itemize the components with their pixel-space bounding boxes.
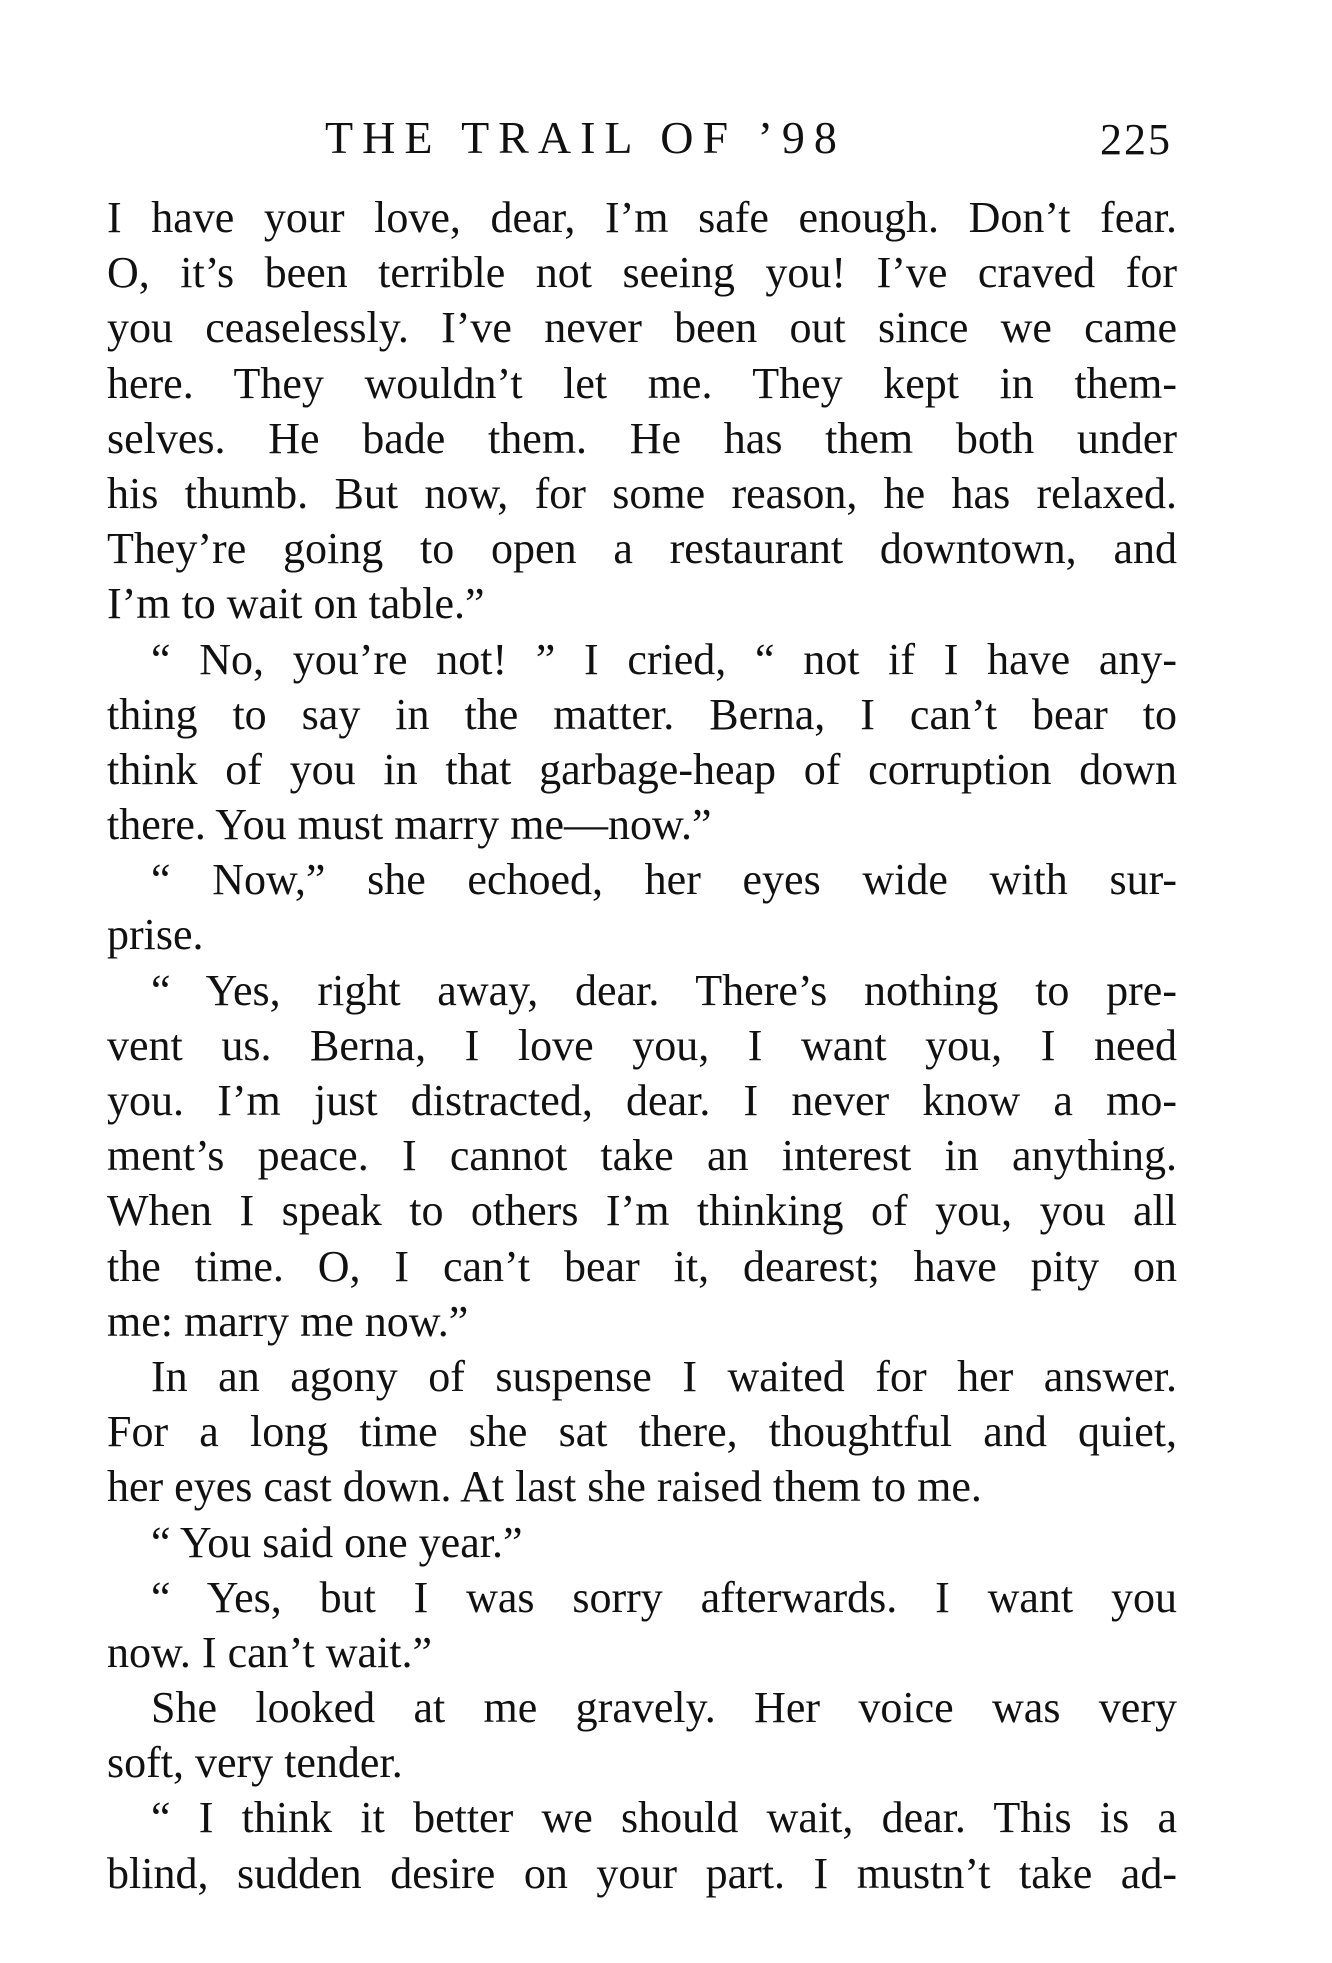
text-line: “ No, you’re not! ” I cried, “ not if I have any-	[151, 634, 1177, 684]
text-line: “ Yes, but I was sorry afterwards. I want you	[151, 1572, 1177, 1622]
body-text	[107, 190, 1177, 1901]
page-number: 225	[1100, 115, 1172, 164]
text-line: “ I think it better we should wait, dear. This is a	[151, 1793, 1177, 1843]
text-line: soft, very tender.	[107, 1738, 403, 1788]
text-line: In an agony of suspense I waited for her answer.	[151, 1351, 1177, 1401]
text-line: me: marry me now.”	[107, 1296, 469, 1346]
text-line: When I speak to others I’m thinking of you, you all	[107, 1186, 1177, 1236]
text-line: there. You must marry me—now.”	[107, 800, 712, 850]
text-line: blind, sudden desire on your part. I mustn’t take ad-	[107, 1848, 1177, 1898]
text-line: you ceaselessly. I’ve never been out since we came	[107, 303, 1177, 353]
text-line: ment’s peace. I cannot take an interest in anything.	[107, 1131, 1177, 1181]
text-line: now. I can’t wait.”	[107, 1627, 432, 1677]
text-line: I have your love, dear, I’m safe enough. Don’t fear.	[107, 193, 1177, 242]
text-line: “ You said one year.”	[151, 1517, 523, 1567]
text-line: “ Yes, right away, dear. There’s nothing to pre-	[151, 965, 1177, 1015]
text-line: “ Now,” she echoed, her eyes wide with sur-	[151, 855, 1177, 905]
text-line: selves. He bade them. He has them both under	[107, 413, 1177, 463]
text-line: you. I’m just distracted, dear. I never know a mo-	[107, 1076, 1177, 1125]
text-line: his thumb. But now, for some reason, he has relaxed.	[107, 468, 1177, 518]
text-line: vent us. Berna, I love you, I want you, I need	[107, 1020, 1177, 1070]
text-line: I’m to wait on table.”	[107, 579, 485, 629]
text-line: here. They wouldn’t let me. They kept in them-	[107, 358, 1177, 408]
text-line: the time. O, I can’t bear it, dearest; have pity on	[107, 1241, 1177, 1291]
text-line: her eyes cast down. At last she raised them to me.	[107, 1462, 982, 1512]
text-line: They’re going to open a restaurant downtown, and	[107, 524, 1177, 574]
running-title: THE TRAIL OF ’98	[325, 112, 846, 163]
running-head	[0, 108, 1332, 168]
text-line: prise.	[107, 910, 204, 960]
text-line: O, it’s been terrible not seeing you! I’ve craved for	[107, 248, 1177, 298]
text-line: thing to say in the matter. Berna, I can’t bear to	[107, 689, 1177, 739]
text-line: think of you in that garbage-heap of corruption down	[107, 744, 1177, 794]
text-line: She looked at me gravely. Her voice was very	[151, 1683, 1177, 1733]
text-line: For a long time she sat there, thoughtful and quiet,	[107, 1407, 1177, 1457]
